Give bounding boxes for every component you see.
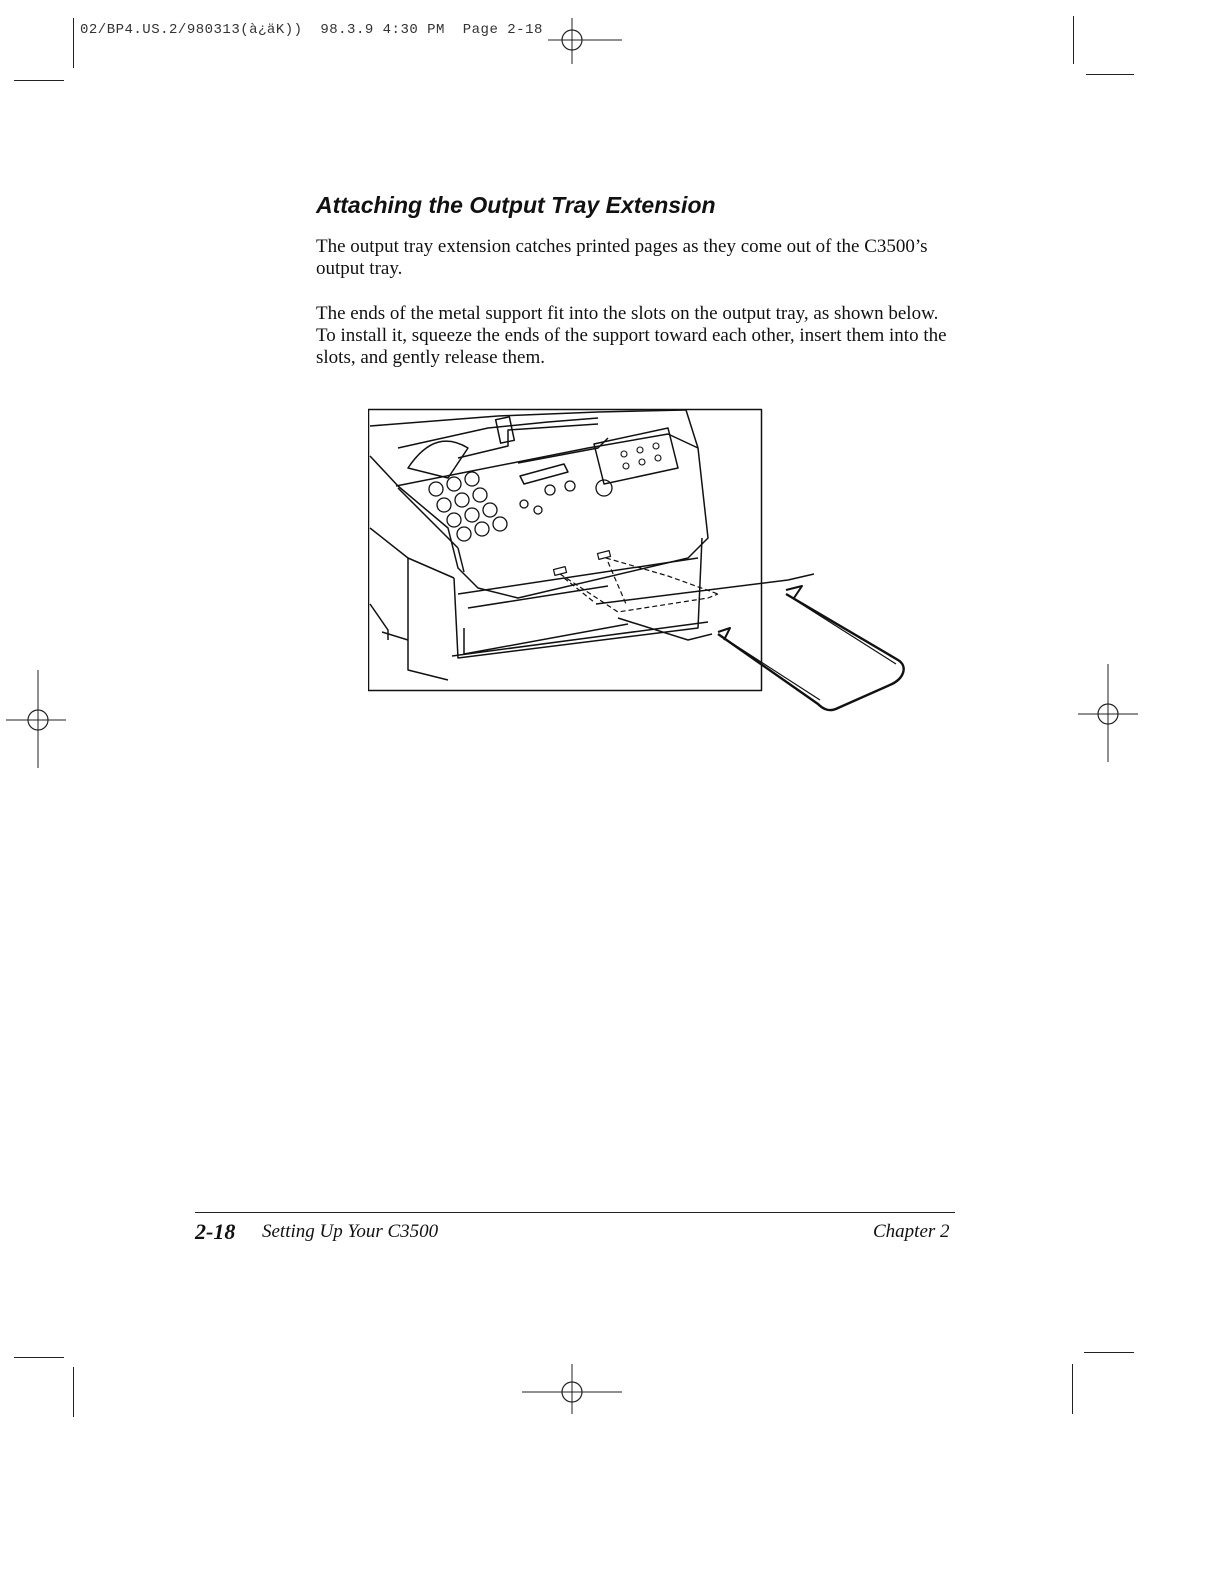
printer-illustration <box>368 408 928 718</box>
chapter-label: Chapter 2 <box>873 1221 950 1242</box>
paragraph-instructions: The ends of the metal support fit into the slots on the output tray, as shown below. To install it, squeeze the ends of the support toward each other, insert them into the slots, and gently release them. <box>316 303 947 368</box>
footer-rule <box>195 1212 955 1213</box>
print-slug: 02/BP4.US.2/980313(à¿äK)) 98.3.9 4:30 PM Page 2-18 <box>80 22 543 38</box>
registration-mark-right <box>1078 664 1138 764</box>
page-number: 2-18 <box>195 1219 236 1244</box>
registration-mark-left <box>6 670 66 770</box>
crop-mark-top-right-vertical <box>1073 16 1074 64</box>
crop-mark-bottom-left-horizontal <box>14 1357 64 1358</box>
crop-mark-top-right-horizontal <box>1086 74 1134 75</box>
paragraph-intro: The output tray extension catches printed pages as they come out of the C3500’s output tray. <box>316 236 928 279</box>
crop-mark-bottom-right-vertical <box>1072 1364 1073 1414</box>
crop-mark-bottom-right-horizontal <box>1084 1352 1134 1353</box>
registration-mark-top <box>548 18 624 66</box>
crop-mark-top-left-horizontal <box>14 80 64 81</box>
crop-mark-bottom-left-vertical <box>73 1367 74 1417</box>
crop-mark-top-left-vertical <box>73 18 74 68</box>
running-title: Setting Up Your C3500 <box>262 1221 439 1242</box>
section-heading: Attaching the Output Tray Extension <box>316 192 716 218</box>
registration-mark-bottom <box>522 1364 622 1414</box>
